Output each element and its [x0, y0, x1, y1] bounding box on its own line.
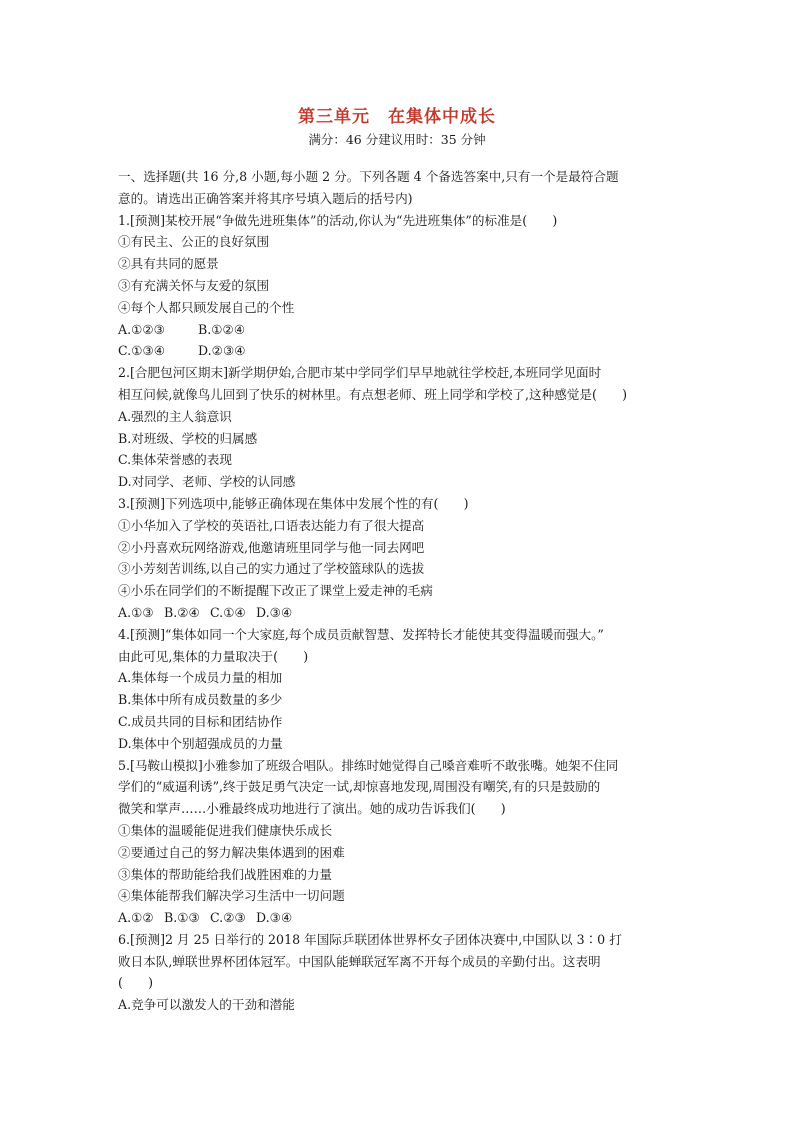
answer-option-a: A.竞争可以激发人的干劲和潜能: [118, 997, 295, 1013]
page-title: 第三单元 在集体中成长: [298, 107, 496, 127]
question-stem: 4.[预测]“集体如同一个大家庭,每个成员贡献智慧、发挥特长才能使其变得温暖而强大。”: [118, 626, 604, 642]
answer-option-c: C.集体荣誉感的表现: [118, 452, 232, 468]
answer-options-row: [118, 340, 678, 362]
statement-item: ③集体的帮助能给我们战胜困难的力量: [118, 866, 333, 882]
question-stem: 2.[合肥包河区期末]新学期伊始,合肥市某中学同学们早早地就往学校赶,本班同学见面时: [118, 365, 602, 381]
statement-item: ①集体的温暖能促进我们健康快乐成长: [118, 822, 333, 838]
question-3: [118, 493, 678, 624]
answer-option-b: B.①②④: [198, 321, 246, 337]
question-stem: 微笑和掌声……小雅最终成功地进行了演出。她的成功告诉我们( ): [118, 801, 506, 817]
answer-option-a: A.①③: [118, 604, 154, 620]
answer-option-a: A.①②③: [118, 321, 165, 337]
statement-item: ①小华加入了学校的英语社,口语表达能力有了很大提高: [118, 517, 425, 533]
answer-option-d: D.②③④: [198, 343, 246, 359]
question-5: [118, 755, 678, 929]
statement-item: ②小丹喜欢玩网络游戏,他邀请班里同学与他一同去网吧: [118, 539, 425, 555]
answer-option-c: C.②③: [210, 910, 246, 926]
answer-options-row: [118, 602, 678, 624]
answer-option-c: C.①③④: [118, 343, 166, 359]
answer-option-d: D.③④: [256, 604, 293, 620]
answer-option-a: A.①②: [118, 910, 154, 926]
statement-item: ①有民主、公正的良好氛围: [118, 234, 270, 250]
question-stem: 1.[预测]某校开展“争做先进班集体”的活动,你认为“先进班集体”的标准是( ): [118, 212, 558, 228]
question-stem: 学们的“威逼利诱”,终于鼓足勇气决定一试,却惊喜地发现,周围没有嘲笑,有的只是鼓励的: [118, 779, 601, 795]
answer-option-b: B.对班级、学校的归属感: [118, 430, 258, 446]
statement-item: ④集体能帮我们解决学习生活中一切问题: [118, 888, 345, 904]
question-stem: 由此可见,集体的力量取决于( ): [118, 648, 309, 664]
statement-item: ②具有共同的愿景: [118, 256, 219, 272]
answer-option-d: D.集体中个别超强成员的力量: [118, 735, 283, 751]
statement-item: ④小乐在同学们的不断提醒下改正了课堂上爱走神的毛病: [118, 583, 433, 599]
instruction-line: 一、选择题(共 16 分,8 小题,每小题 2 分。下列各题 4 个备选答案中,只有一个是最符合题: [118, 169, 619, 184]
statement-item: ④每个人都只顾发展自己的个性: [118, 299, 295, 315]
instruction-line: 意的。请选出正确答案并将其序号填入题后的括号内): [118, 190, 413, 206]
question-stem: ( ): [118, 975, 154, 991]
question-stem: 相互问候,就像鸟儿回到了快乐的树林里。有点想老师、班上同学和学校了,这种感觉是( ): [118, 386, 627, 402]
statement-item: ③有充满关怀与友爱的氛围: [118, 277, 270, 293]
question-stem: 6.[预测]2 月 25 日举行的 2018 年国际乒联团体世界杯女子团体决赛中,中国队以 3∶0 打: [118, 931, 622, 947]
question-2: [118, 362, 678, 493]
answer-options-row: [118, 907, 678, 929]
statement-item: ③小芳刻苦训练,以自己的实力通过了学校篮球队的选拔: [118, 561, 425, 577]
question-content: [118, 166, 678, 1016]
question-stem: 3.[预测]下列选项中,能够正确体现在集体中发展个性的有( ): [118, 495, 469, 511]
statement-item: ②要通过自己的努力解决集体遇到的困难: [118, 844, 345, 860]
answer-option-c: C.成员共同的目标和团结协作: [118, 713, 283, 729]
answer-option-b: B.①③: [164, 910, 200, 926]
answer-option-a: A.强烈的主人翁意识: [118, 408, 232, 424]
question-4: [118, 624, 678, 755]
question-1: [118, 210, 678, 363]
answer-option-c: C.①④: [210, 604, 246, 620]
answer-option-d: D.③④: [256, 910, 293, 926]
answer-option-d: D.对同学、老师、学校的认同感: [118, 474, 296, 490]
question-stem: 5.[马鞍山模拟]小雅参加了班级合唱队。排练时她觉得自己嗓音难听不敢张嘴。她架不住同: [118, 757, 619, 773]
answer-options-row: [118, 319, 678, 341]
answer-option-b: B.集体中所有成员数量的多少: [118, 692, 283, 708]
answer-option-b: B.②④: [164, 604, 200, 620]
question-6: [118, 929, 678, 1016]
answer-option-a: A.集体每一个成员力量的相加: [118, 670, 283, 686]
page-subtitle: 满分：46 分建议用时：35 分钟: [308, 132, 486, 147]
question-stem: 败日本队,蝉联世界杯团体冠军。中国队能蝉联冠军离不开每个成员的辛勤付出。这表明: [118, 953, 601, 969]
section-instructions: [118, 166, 678, 210]
